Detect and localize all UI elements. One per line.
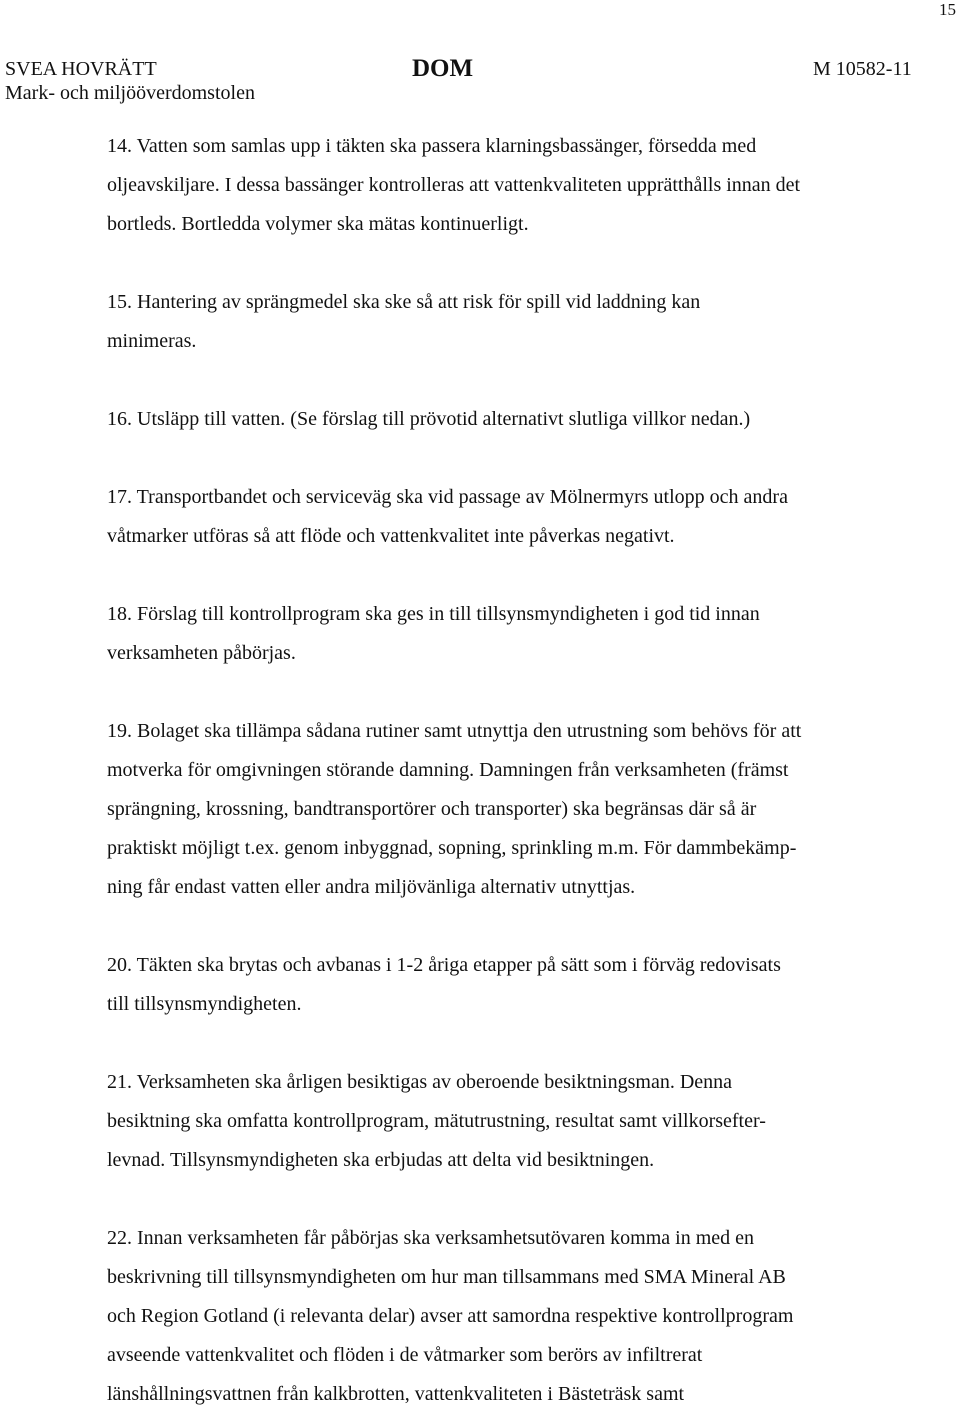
text-line: beskrivning till tillsynsmyndigheten om hur man tillsammans med SMA Mineral AB <box>107 1266 786 1288</box>
text-line: länshållningsvattnen från kalkbrotten, vattenkvaliteten i Bästeträsk samt <box>107 1383 685 1405</box>
text-line: 19. Bolaget ska tillämpa sådana rutiner samt utnyttja den utrustning som behövs för att <box>107 720 802 742</box>
text-line: och Region Gotland (i relevanta delar) avser att samordna respektive kontrollprogram <box>107 1305 794 1327</box>
text-line: 14. Vatten som samlas upp i täkten ska passera klarningsbassänger, försedda med <box>107 135 757 157</box>
court-division: Mark- och miljööverdomstolen <box>5 82 255 104</box>
condition-21 <box>107 1063 937 1180</box>
condition-20 <box>107 946 937 1024</box>
condition-14 <box>107 127 937 244</box>
text-line: våtmarker utföras så att flöde och vattenkvalitet inte påverkas negativt. <box>107 525 675 547</box>
text-line: 20. Täkten ska brytas och avbanas i 1-2 åriga etapper på sätt som i förväg redovisats <box>107 954 781 976</box>
text-line: 17. Transportbandet och serviceväg ska vid passage av Mölnermyrs utlopp och andra <box>107 486 788 508</box>
text-line: 18. Förslag till kontrollprogram ska ges in till tillsynsmyndigheten i god tid innan <box>107 603 760 625</box>
page-number: 15 <box>939 0 956 19</box>
text-line: levnad. Tillsynsmyndigheten ska erbjudas att delta vid besiktningen. <box>107 1149 655 1171</box>
condition-15 <box>107 283 937 361</box>
text-line: ning får endast vatten eller andra miljövänliga alternativ utnyttjas. <box>107 876 636 898</box>
condition-19 <box>107 712 937 907</box>
document-type: DOM <box>412 55 474 82</box>
condition-22 <box>107 1219 937 1414</box>
text-line: 22. Innan verksamheten får påbörjas ska verksamhetsutövaren komma in med en <box>107 1227 755 1249</box>
text-line: oljeavskiljare. I dessa bassänger kontrolleras att vattenkvaliteten upprätthålls innan det <box>107 174 801 196</box>
text-line: till tillsynsmyndigheten. <box>107 993 302 1015</box>
text-line: minimeras. <box>107 330 197 352</box>
condition-16 <box>107 400 937 439</box>
text-line: avseende vattenkvalitet och flöden i de våtmarker som berörs av infiltrerat <box>107 1344 703 1366</box>
court-name: SVEA HOVRÄTT <box>5 58 157 80</box>
text-line: motverka för omgivningen störande damning. Damningen från verksamheten (främst <box>107 759 789 781</box>
case-number: M 10582-11 <box>813 58 912 80</box>
text-line: verksamheten påbörjas. <box>107 642 296 664</box>
text-line: bortleds. Bortledda volymer ska mätas kontinuerligt. <box>107 213 529 235</box>
condition-18 <box>107 595 937 673</box>
text-line: besiktning ska omfatta kontrollprogram, mätutrustning, resultat samt villkorsefter- <box>107 1110 766 1132</box>
text-line: 16. Utsläpp till vatten. (Se förslag till prövotid alternativt slutliga villkor nedan.) <box>107 408 751 430</box>
text-line: 21. Verksamheten ska årligen besiktigas av oberoende besiktningsman. Denna <box>107 1071 733 1093</box>
text-line: sprängning, krossning, bandtransportörer och transporter) ska begränsas där så är <box>107 798 757 820</box>
document-body <box>107 127 937 1414</box>
text-line: 15. Hantering av sprängmedel ska ske så att risk för spill vid laddning kan <box>107 291 701 313</box>
condition-17 <box>107 478 937 556</box>
text-line: praktiskt möjligt t.ex. genom inbyggnad, sopning, sprinkling m.m. För dammbekämp- <box>107 837 797 859</box>
